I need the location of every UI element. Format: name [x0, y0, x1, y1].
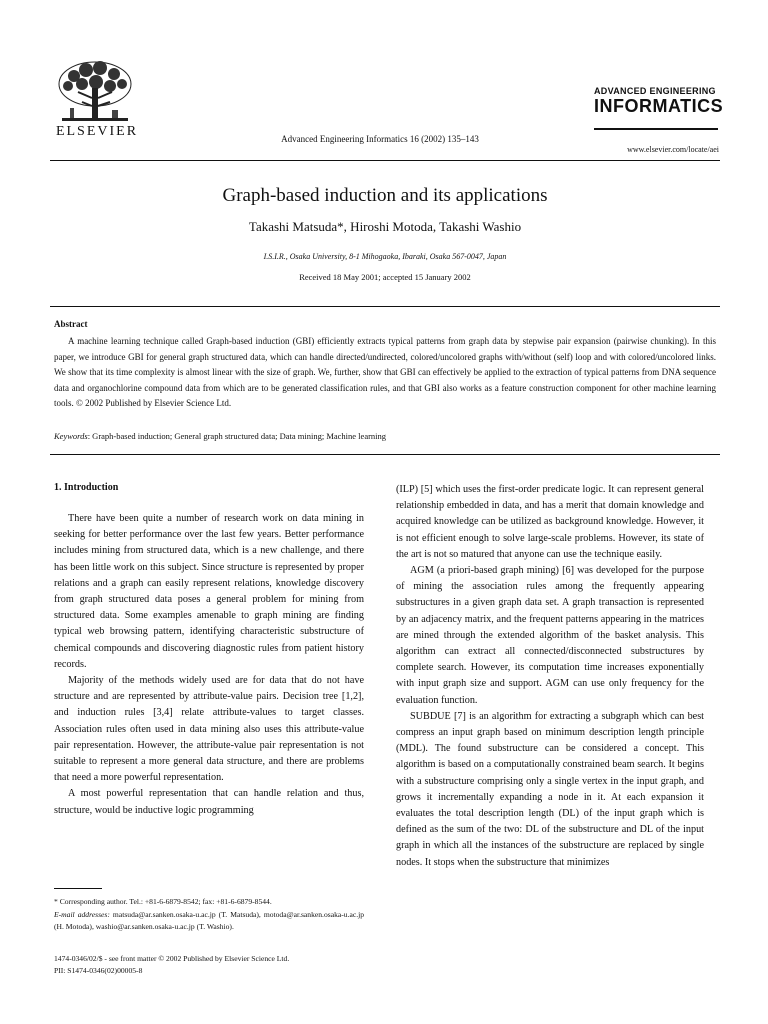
abstract-text: A machine learning technique called Graph-based induction (GBI) efficiently extracts typical patterns from graph data by stepwise pair expansion (pairwise chunking). In this paper, we introduce GBI for general graph structured data, which can handle directed/undirected, colored/uncolored graphs with/without (self) loop and with colored/uncolored links. We show that its time complexity is almost linear with the size of graph. We, further, show that GBI can effectively be applied to the extraction of typical patterns from DNA sequence data and organochlorine compound data from which are to be generated classification rules, and that GBI also works as a feature construction component for other machine learning tools. © 2002 Published by Elsevier Science Ltd.	[54, 336, 716, 409]
section-heading-introduction: 1. Introduction	[54, 482, 119, 493]
author-affiliation: I.S.I.R., Osaka University, 8-1 Mihogaoka, Ibaraki, Osaka 567-0047, Japan	[263, 252, 507, 261]
journal-citation: Advanced Engineering Informatics 16 (2002) 135–143	[281, 134, 479, 144]
journal-url[interactable]: www.elsevier.com/locate/aei	[627, 145, 719, 154]
footnote	[54, 896, 364, 934]
footnote-rule	[54, 888, 102, 889]
body-paragraph: There have been quite a number of research work on data mining in seeking for better performance over the last few years. Better performance includes mining from structured data, which is a new challenge, and there has been little work on this subject. Since structure is represented by proper relations and a graph can easily represent relations, knowledge discovery from graph structured data poses a general problem for mining from structured data. Some examples amenable to graph mining are finding typical web browsing pattern, identifying characteristic substructure of chemical compounds and discovering diagnostic rules from patient history records.	[54, 513, 364, 670]
body-paragraph: Majority of the methods widely used are for data that do not have structure and are represented by attribute-value pairs. Decision tree [1,2], and induction rules [3,4] relate attribute-values to target classes. Association rules often used in data mining also uses this attribute-value pair representation. However, the attribute-value pair representation is not suitable to represent a more general data structure, and there are problems that need a more powerful representation.	[54, 675, 364, 784]
article-title: Graph-based induction and its applications	[222, 185, 548, 206]
received-dates: Received 18 May 2001; accepted 15 January 2002	[299, 272, 471, 282]
keywords-list: : Graph-based induction; General graph structured data; Data mining; Machine learning	[87, 431, 387, 441]
corresponding-author-note: * Corresponding author. Tel.: +81-6-6879-8542; fax: +81-6-6879-8544.	[54, 897, 272, 906]
keywords-label: Keywords	[54, 431, 88, 441]
header-rule	[50, 160, 720, 161]
body-paragraph: (ILP) [5] which uses the first-order predicate logic. It can represent general relationship embedded in data, and has a merit that domain knowledge and acquired knowledge can be utilized as background knowledge. However, it is not efficient enough to solve large-scale problems. However, its state of the art is not so matured that anyone can use the technique easily.	[396, 484, 704, 560]
abstract-bottom-rule	[50, 454, 720, 455]
body-paragraph: A most powerful representation that can handle relation and thus, structure, would be inductive logic programming	[54, 788, 364, 816]
journal-brand-line2: INFORMATICS	[594, 96, 724, 116]
abstract-heading: Abstract	[54, 319, 88, 329]
abstract-top-rule	[50, 306, 720, 307]
brand-divider	[594, 128, 718, 130]
email-list: matsuda@ar.sanken.osaka-u.ac.jp (T. Matsuda), motoda@ar.sanken.osaka-u.ac.jp (H. Motoda), washio@ar.sanken.osaka-u.ac.jp (T. Washio).	[54, 909, 365, 932]
keywords	[54, 431, 716, 441]
right-column	[396, 482, 704, 871]
publisher-name: ELSEVIER	[55, 124, 139, 139]
article-authors: Takashi Matsuda*, Hiroshi Motoda, Takashi Washio	[248, 219, 522, 234]
email-label: E-mail addresses:	[54, 909, 110, 919]
page-footer	[54, 953, 454, 978]
body-paragraph: SUBDUE [7] is an algorithm for extracting a subgraph which can best compress an input graph based on minimum description length principle (MDL). The found substructure can be considered a concept. This algorithm is based on a computationally constrained beam search. It begins with a substructure comprising only a single vertex in the input graph, and grows it incrementally expanding a node in it. At each expansion it evaluates the total description length (DL) of the input graph which is defined as the sum of the two: DL of the substructure and DL of the input graph in which all the instances of the substructure are replaced by single nodes. It stops when the substructure that minimizes	[396, 710, 704, 868]
elsevier-tree-logo	[52, 58, 138, 128]
front-matter-line: 1474-0346/02/$ - see front matter © 2002 Published by Elsevier Science Ltd.	[54, 954, 290, 963]
email-addresses	[54, 909, 364, 934]
journal-brand-line1: ADVANCED ENGINEERING	[594, 86, 716, 96]
left-column	[54, 482, 364, 819]
pii-line: PII: S1474-0346(02)00005-8	[54, 966, 143, 976]
body-paragraph: AGM (a priori-based graph mining) [6] was developed for the purpose of mining the association rules among the frequently appearing substructures in a given graph data set. A graph transaction is represented by an adjacency matrix, and the frequent patterns appearing in the matrices are mined through the extended algorithm of the basket analysis. This algorithm can extract all connected/disconnected substructures by complete search. However, its computation time increases exponentially with input graph size and support. AGM can use only frequency for the evaluation function.	[396, 565, 704, 706]
